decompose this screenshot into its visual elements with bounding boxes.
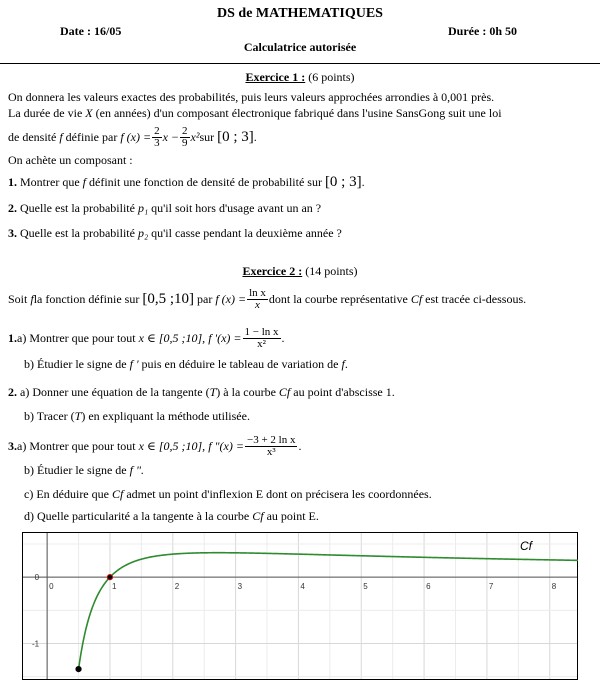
ex1-intro-line-2: La durée de vie X (en années) d'un composant électronique fabriqué dans l'usine SansGong suit une loi — [8, 106, 502, 120]
x-tick-label: 2 — [174, 582, 180, 592]
x-tick-label: 1 — [111, 582, 117, 592]
x-tick-label: 7 — [488, 582, 494, 592]
x-tick-label: 6 — [426, 582, 431, 592]
x-tick-label: 0 — [49, 582, 54, 592]
ex1-buy-line: On achète un composant : — [8, 153, 133, 167]
x-tick-label: 8 — [551, 582, 557, 592]
ex1-question-2: 2. Quelle est la probabilité p₁ qu'il soit hors d'usage avant un an ? — [8, 201, 322, 215]
ex2-question-3c: c) En déduire que Cf admet un point d'inflexion E dont on précisera les coordonnées. — [24, 487, 432, 501]
function-graph — [22, 532, 578, 680]
x-tick-label: 3 — [237, 582, 243, 592]
exercise-1-heading: Exercice 1 : (6 points) — [245, 70, 355, 84]
ex1-density-definition: de densité f définie par f (x) = $\frac{2}{3}$ x − $\frac{2}{9}$ x² sur [0 ; 3] . — [8, 124, 257, 149]
ex2-question-3d: d) Quelle particularité a la tangente à la courbe Cf au point E. — [24, 509, 319, 523]
graph-point — [76, 667, 81, 672]
y-tick-label: 0 — [34, 573, 40, 583]
ex2-question-2b: b) Tracer (T) en expliquant la méthode utilisée. — [24, 409, 250, 423]
ex2-question-3b: b) Étudier le signe de f ". — [24, 463, 145, 477]
ex1-question-1: 1. Montrer que f définit une fonction de densité de probabilité sur [0 ; 3]. — [8, 174, 365, 190]
ex1-question-3: 3. Quelle est la probabilité p₂ qu'il casse pendant la deuxième année ? — [8, 226, 342, 240]
page-title: DS de MATHEMATIQUES — [217, 6, 383, 21]
ex2-question-1a: 1. a) Montrer que pour tout x ∈ [0,5 ;10], f '(x) = $\frac{\text{1 − ln x}}{\text{x²}}$ . — [8, 325, 285, 350]
x-tick-label: 4 — [300, 582, 305, 592]
header-divider — [0, 63, 600, 64]
duration-label: Durée : 0h 50 — [448, 24, 517, 38]
ex1-intro-line-1: On donnera les valeurs exactes des probabilités, puis leurs valeurs approchées arrondies à 0,001 près. — [8, 90, 495, 104]
exercise-2-heading: Exercice 2 : (14 points) — [242, 264, 358, 278]
x-tick-label: 5 — [363, 582, 368, 592]
graph-point — [107, 575, 112, 580]
ex2-question-1b: b) Étudier le signe de f ' puis en déduire le tableau de variation de f. — [24, 357, 348, 371]
ex2-question-2a: 2. a) Donner une équation de la tangente (T) à la courbe Cf au point d'abscisse 1. — [8, 385, 395, 399]
ex2-function-definition: Soit f la fonction définie sur [0,5 ;10] par f (x) = $\frac{\text{ln x}}{x}$ dont la courbe représentative Cf est tracée ci-dessous. — [8, 286, 527, 311]
date-label: Date : 16/05 — [60, 24, 122, 38]
ex2-question-3a: 3. a) Montrer que pour tout x ∈ [0,5 ;10], f "(x) = $\frac{\text{−3 + 2 ln x}}{\text{x³}}$ . — [8, 433, 302, 458]
curve-label: Cf — [520, 539, 532, 553]
y-tick-label: -1 — [32, 639, 40, 649]
calculator-note: Calculatrice autorisée — [243, 40, 357, 54]
